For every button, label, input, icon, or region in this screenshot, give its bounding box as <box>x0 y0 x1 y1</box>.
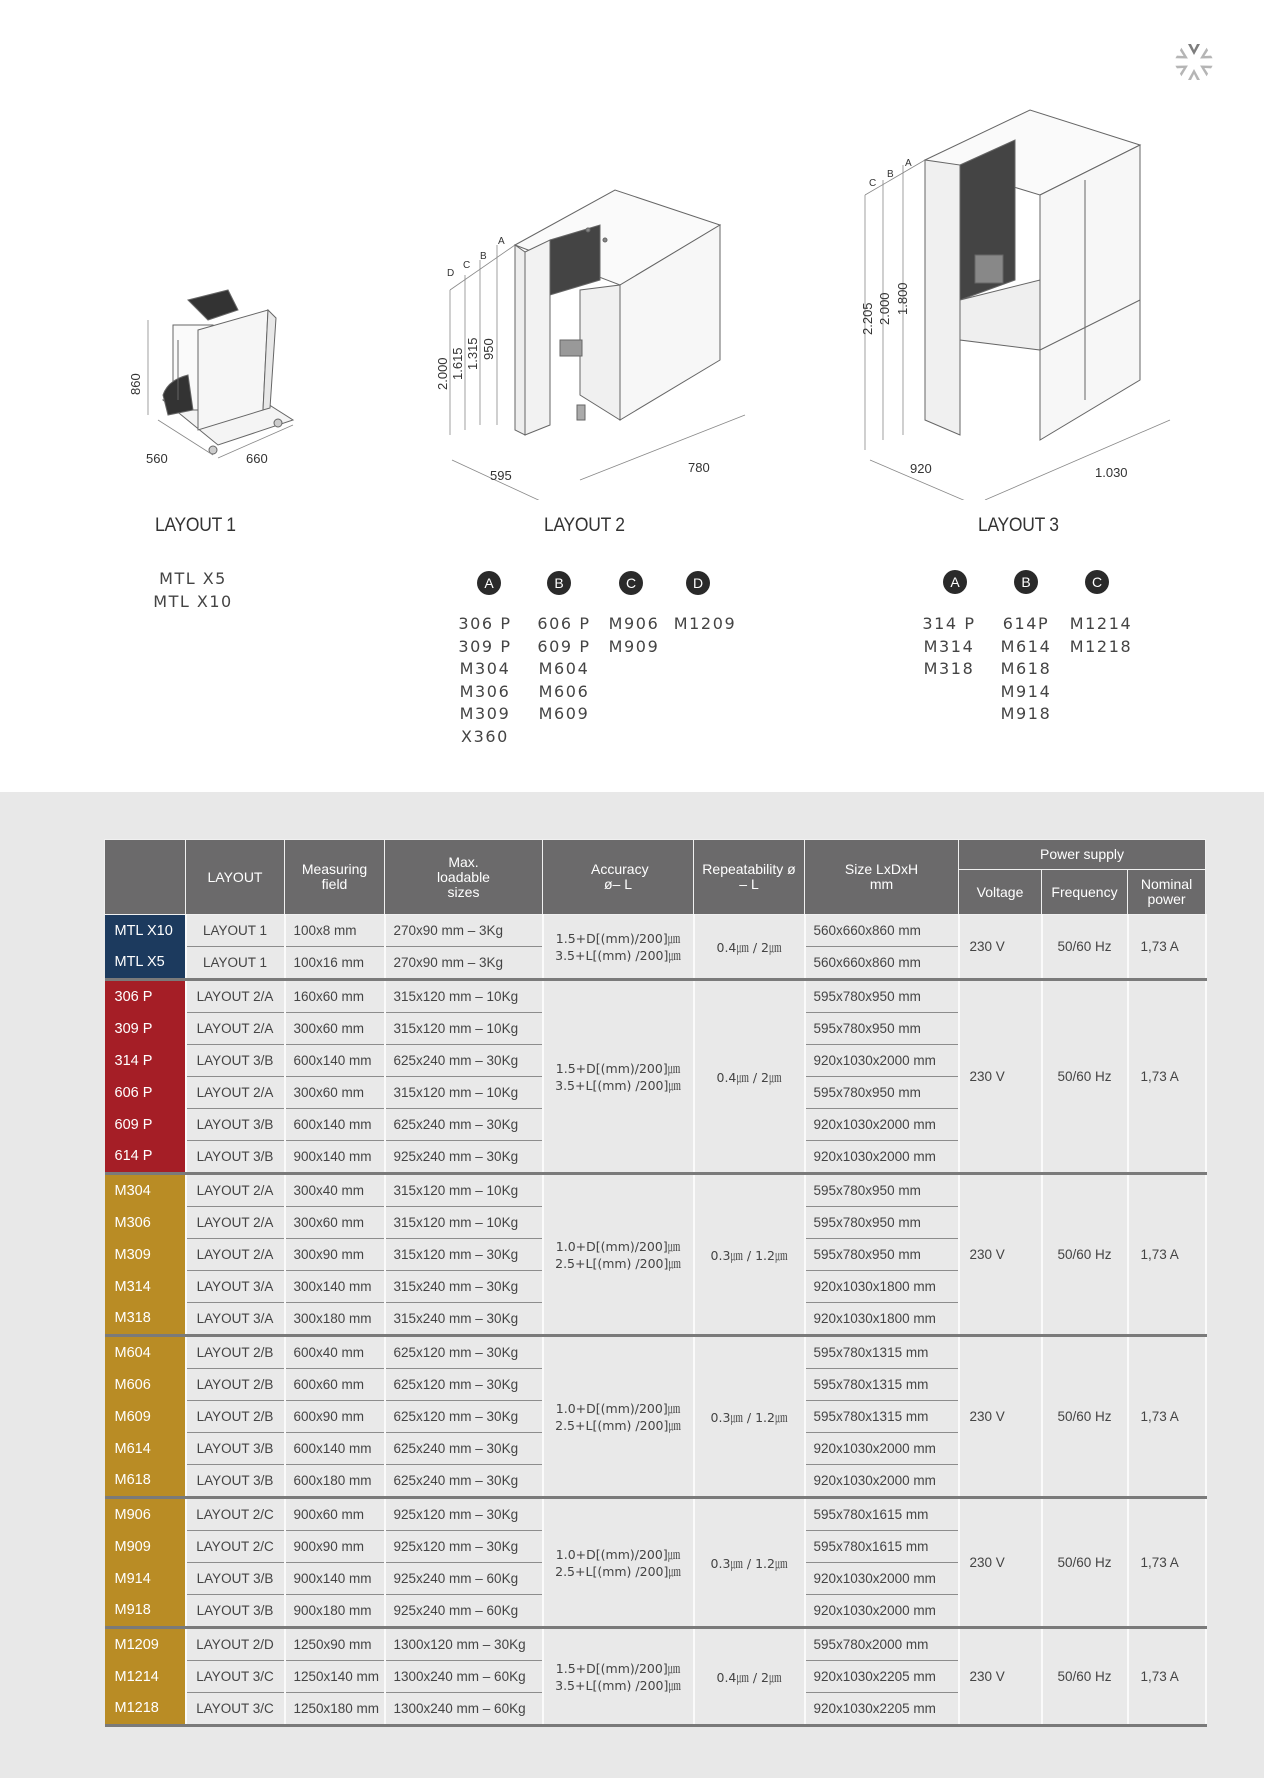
nominal-power-cell: 1,73 A <box>1128 980 1206 1174</box>
layout-1-machine-drawing <box>118 280 308 480</box>
max-load-cell: 925x120 mm – 30Kg <box>385 1498 543 1531</box>
max-load-cell: 1300x120 mm – 30Kg <box>385 1628 543 1661</box>
model-label: M906 <box>608 614 660 633</box>
size-cell: 560x660x860 mm <box>805 947 959 980</box>
layout-cell: LAYOUT 2/A <box>186 1239 285 1271</box>
max-load-cell: 315x120 mm – 10Kg <box>385 1077 543 1109</box>
frequency-cell: 50/60 Hz <box>1042 1336 1128 1498</box>
size-cell: 920x1030x2000 mm <box>805 1433 959 1465</box>
max-load-cell: 315x120 mm – 10Kg <box>385 1174 543 1207</box>
model-label: M318 <box>923 659 975 678</box>
frequency-cell: 50/60 Hz <box>1042 1498 1128 1628</box>
layout-cell: LAYOUT 3/B <box>186 1465 285 1498</box>
measuring-field-cell: 100x16 mm <box>285 947 385 980</box>
nominal-power-cell: 1,73 A <box>1128 1336 1206 1498</box>
measuring-field-cell: 300x140 mm <box>285 1271 385 1303</box>
accuracy-line: 1.0+D[(mm)/200]㎛ <box>555 1546 681 1562</box>
repeatability-cell: 0.3㎛ / 1.2㎛ <box>694 1174 805 1336</box>
layout-cell: LAYOUT 2/C <box>186 1498 285 1531</box>
layout-3-letter-a: A <box>905 158 912 169</box>
layout-3-letter-c: C <box>869 178 877 189</box>
measuring-field-cell: 160x60 mm <box>285 980 385 1013</box>
layout-3-height-dim-1: 2.205 <box>860 302 875 335</box>
layout-3-height-dim-2: 2.000 <box>877 292 892 325</box>
size-cell: 920x1030x2000 mm <box>805 1595 959 1628</box>
model-cell: MTL X10 <box>105 915 186 947</box>
measuring-field-cell: 1250x180 mm <box>285 1693 385 1726</box>
layout-2-height-dim-4: 950 <box>481 338 496 360</box>
accuracy-line: 2.5+L[(mm) /200]㎛ <box>555 1563 681 1579</box>
max-load-cell: 270x90 mm – 3Kg <box>385 947 543 980</box>
layout-cell: LAYOUT 2/D <box>186 1628 285 1661</box>
table-row <box>105 915 1206 947</box>
model-cell: M1209 <box>105 1628 186 1661</box>
max-load-cell: 1300x240 mm – 60Kg <box>385 1693 543 1726</box>
measuring-field-cell: 600x40 mm <box>285 1336 385 1369</box>
frequency-cell: 50/60 Hz <box>1042 915 1128 980</box>
accuracy-line: 3.5+L[(mm) /200]㎛ <box>555 1077 681 1093</box>
repeatability-cell: 0.4㎛ / 2㎛ <box>694 1628 805 1726</box>
measuring-field-cell: 300x60 mm <box>285 1207 385 1239</box>
model-cell: M614 <box>105 1433 186 1465</box>
model-cell: MTL X5 <box>105 947 186 980</box>
max-load-cell: 925x120 mm – 30Kg <box>385 1531 543 1563</box>
badge-b-icon: B <box>1014 570 1038 594</box>
accuracy-cell <box>543 1628 694 1726</box>
model-label: 306 P <box>458 614 512 633</box>
header-repeatability: Repeatability ø – L <box>694 840 805 915</box>
nominal-power-cell: 1,73 A <box>1128 1174 1206 1336</box>
max-load-cell: 315x240 mm – 30Kg <box>385 1303 543 1336</box>
layout-2-height-dim-2: 1.615 <box>450 347 465 380</box>
max-load-cell: 625x240 mm – 30Kg <box>385 1465 543 1498</box>
frequency-cell: 50/60 Hz <box>1042 1628 1128 1726</box>
measuring-field-cell: 300x60 mm <box>285 1013 385 1045</box>
layout-3-column-a <box>914 613 984 681</box>
model-cell: 614 P <box>105 1141 186 1174</box>
size-cell: 595x780x1315 mm <box>805 1401 959 1433</box>
layout-cell: LAYOUT 3/C <box>186 1661 285 1693</box>
accuracy-line: 1.5+D[(mm)/200]㎛ <box>555 1660 681 1676</box>
model-cell: M304 <box>105 1174 186 1207</box>
layout-2-depth-dim: 780 <box>688 460 710 475</box>
layout-2-column-d <box>667 613 743 636</box>
max-load-cell: 315x240 mm – 30Kg <box>385 1271 543 1303</box>
repeatability-cell: 0.4㎛ / 2㎛ <box>694 915 805 980</box>
max-load-cell: 925x240 mm – 60Kg <box>385 1595 543 1628</box>
layout-cell: LAYOUT 2/C <box>186 1531 285 1563</box>
model-cell: M609 <box>105 1401 186 1433</box>
layout-3-machine-drawing <box>855 100 1185 500</box>
size-cell: 920x1030x2000 mm <box>805 1141 959 1174</box>
accuracy-cell <box>543 1174 694 1336</box>
model-label: M1209 <box>673 614 737 633</box>
layout-cell: LAYOUT 3/C <box>186 1693 285 1726</box>
badge-a-icon: A <box>943 570 967 594</box>
model-cell: M906 <box>105 1498 186 1531</box>
max-load-cell: 315x120 mm – 10Kg <box>385 1013 543 1045</box>
model-label: 614P <box>1002 614 1050 633</box>
frequency-cell: 50/60 Hz <box>1042 1174 1128 1336</box>
layout-2-column-c <box>599 613 669 658</box>
measuring-field-cell: 300x180 mm <box>285 1303 385 1336</box>
layout-cell: LAYOUT 3/B <box>186 1109 285 1141</box>
layout-cell: LAYOUT 2/A <box>186 1207 285 1239</box>
model-cell: M606 <box>105 1369 186 1401</box>
voltage-cell: 230 V <box>959 1628 1042 1726</box>
accuracy-line: 1.0+D[(mm)/200]㎛ <box>555 1238 681 1254</box>
voltage-cell: 230 V <box>959 1498 1042 1628</box>
frequency-cell: 50/60 Hz <box>1042 980 1128 1174</box>
model-label: X360 <box>461 726 509 746</box>
max-load-cell: 270x90 mm – 3Kg <box>385 915 543 947</box>
model-label: M618 <box>1000 659 1052 678</box>
badge-b-icon: B <box>547 571 571 595</box>
layout-2-letter-a: A <box>498 236 505 247</box>
model-label: 609 P <box>537 636 591 656</box>
layout-cell: LAYOUT 3/A <box>186 1303 285 1336</box>
model-label: M1214 <box>1069 614 1133 633</box>
size-cell: 595x780x1615 mm <box>805 1531 959 1563</box>
model-label: M304 <box>459 659 511 678</box>
model-cell: 609 P <box>105 1109 186 1141</box>
layout-cell: LAYOUT 3/B <box>186 1433 285 1465</box>
layout-2-height-dim-1: 2.000 <box>435 357 450 390</box>
badge-d-icon: D <box>686 571 710 595</box>
model-cell: M318 <box>105 1303 186 1336</box>
layout-cell: LAYOUT 3/A <box>186 1271 285 1303</box>
max-load-cell: 625x120 mm – 30Kg <box>385 1336 543 1369</box>
accuracy-line: 2.5+L[(mm) /200]㎛ <box>555 1417 681 1433</box>
model-cell: M314 <box>105 1271 186 1303</box>
model-label: 314 P <box>922 614 976 633</box>
layout-cell: LAYOUT 2/B <box>186 1336 285 1369</box>
model-cell: M914 <box>105 1563 186 1595</box>
header-nominal-power: Nominal power <box>1128 870 1206 915</box>
header-accuracy: Accuracy ø– L <box>543 840 694 915</box>
measuring-field-cell: 600x60 mm <box>285 1369 385 1401</box>
table-row <box>105 1174 1206 1207</box>
layout-2-column-b <box>529 613 599 726</box>
model-cell: M1218 <box>105 1693 186 1726</box>
measuring-field-cell: 1250x140 mm <box>285 1661 385 1693</box>
measuring-field-cell: 300x60 mm <box>285 1077 385 1109</box>
badge-c-icon: C <box>619 571 643 595</box>
measuring-field-cell: 600x140 mm <box>285 1045 385 1077</box>
size-cell: 595x780x2000 mm <box>805 1628 959 1661</box>
badge-c-icon: C <box>1085 570 1109 594</box>
nominal-power-cell: 1,73 A <box>1128 915 1206 980</box>
header-power-supply: Power supply <box>959 840 1206 870</box>
table-row <box>105 1628 1206 1661</box>
max-load-cell: 315x120 mm – 10Kg <box>385 980 543 1013</box>
accuracy-line: 1.5+D[(mm)/200]㎛ <box>555 930 681 946</box>
repeatability-cell: 0.4㎛ / 2㎛ <box>694 980 805 1174</box>
layout-3-height-dim-3: 1.800 <box>895 282 910 315</box>
model-cell: M909 <box>105 1531 186 1563</box>
measuring-field-cell: 900x140 mm <box>285 1141 385 1174</box>
measuring-field-cell: 600x140 mm <box>285 1433 385 1465</box>
max-load-cell: 315x120 mm – 30Kg <box>385 1239 543 1271</box>
table-row <box>105 980 1206 1013</box>
layout-cell: LAYOUT 2/A <box>186 980 285 1013</box>
layout-1-depth-dim: 660 <box>246 451 268 466</box>
header-measuring-field: Measuring field <box>285 840 385 915</box>
measuring-field-cell: 600x90 mm <box>285 1401 385 1433</box>
size-cell: 920x1030x2000 mm <box>805 1109 959 1141</box>
layout-3-title: LAYOUT 3 <box>978 515 1059 536</box>
model-label: M918 <box>1000 704 1052 723</box>
size-cell: 595x780x950 mm <box>805 980 959 1013</box>
layout-2-letter-b: B <box>480 251 487 262</box>
max-load-cell: 925x240 mm – 60Kg <box>385 1563 543 1595</box>
model-label: 606 P <box>537 614 591 633</box>
model-cell: 314 P <box>105 1045 186 1077</box>
size-cell: 920x1030x1800 mm <box>805 1271 959 1303</box>
layout-3-width-dim: 920 <box>910 461 932 476</box>
model-cell: 309 P <box>105 1013 186 1045</box>
model-label: M1218 <box>1069 636 1133 656</box>
size-cell: 595x780x950 mm <box>805 1013 959 1045</box>
size-cell: 920x1030x1800 mm <box>805 1303 959 1336</box>
layout-2-machine-drawing <box>430 180 760 500</box>
measuring-field-cell: 900x90 mm <box>285 1531 385 1563</box>
size-cell: 595x780x1315 mm <box>805 1369 959 1401</box>
size-cell: 560x660x860 mm <box>805 915 959 947</box>
accuracy-line: 3.5+L[(mm) /200]㎛ <box>555 947 681 963</box>
size-cell: 595x780x950 mm <box>805 1174 959 1207</box>
model-label: M614 <box>1000 636 1052 656</box>
size-cell: 595x780x1615 mm <box>805 1498 959 1531</box>
measuring-field-cell: 300x40 mm <box>285 1174 385 1207</box>
model-label: M909 <box>608 636 660 656</box>
layout-3-column-b <box>991 613 1061 726</box>
layout-2-height-dim-3: 1.315 <box>465 337 480 370</box>
max-load-cell: 625x240 mm – 30Kg <box>385 1109 543 1141</box>
voltage-cell: 230 V <box>959 915 1042 980</box>
model-cell: M604 <box>105 1336 186 1369</box>
layout-1-height-dim: 860 <box>128 373 143 395</box>
size-cell: 920x1030x2000 mm <box>805 1563 959 1595</box>
model-cell: 306 P <box>105 980 186 1013</box>
size-cell: 920x1030x2000 mm <box>805 1045 959 1077</box>
layout-2-letter-d: D <box>447 268 455 279</box>
measuring-field-cell: 600x140 mm <box>285 1109 385 1141</box>
table-row <box>105 1498 1206 1531</box>
layout-cell: LAYOUT 2/B <box>186 1369 285 1401</box>
max-load-cell: 925x240 mm – 30Kg <box>385 1141 543 1174</box>
layout-2-column-a <box>450 613 520 748</box>
nominal-power-cell: 1,73 A <box>1128 1628 1206 1726</box>
measuring-field-cell: 100x8 mm <box>285 915 385 947</box>
model-label: M606 <box>538 681 590 701</box>
layout-3-column-c <box>1061 613 1141 658</box>
model-cell: M309 <box>105 1239 186 1271</box>
header-layout: LAYOUT <box>186 840 285 915</box>
size-cell: 595x780x950 mm <box>805 1239 959 1271</box>
layout-cell: LAYOUT 1 <box>186 947 285 980</box>
accuracy-line: 1.5+D[(mm)/200]㎛ <box>555 1060 681 1076</box>
layout-cell: LAYOUT 2/A <box>186 1174 285 1207</box>
size-cell: 920x1030x2000 mm <box>805 1465 959 1498</box>
model-label: M314 <box>923 636 975 656</box>
max-load-cell: 315x120 mm – 10Kg <box>385 1207 543 1239</box>
size-cell: 920x1030x2205 mm <box>805 1693 959 1726</box>
model-label: 309 P <box>458 636 512 656</box>
voltage-cell: 230 V <box>959 980 1042 1174</box>
layout-2-letter-c: C <box>463 260 471 271</box>
measuring-field-cell: 600x180 mm <box>285 1465 385 1498</box>
layout-cell: LAYOUT 3/B <box>186 1595 285 1628</box>
layout-3-depth-dim: 1.030 <box>1095 465 1128 480</box>
model-cell: M1214 <box>105 1661 186 1693</box>
model-label: M306 <box>459 681 511 701</box>
model-label: M604 <box>538 659 590 678</box>
measuring-field-cell: 900x180 mm <box>285 1595 385 1628</box>
measuring-field-cell: 900x60 mm <box>285 1498 385 1531</box>
size-cell: 595x780x950 mm <box>805 1207 959 1239</box>
badge-a-icon: A <box>477 571 501 595</box>
model-cell: M918 <box>105 1595 186 1628</box>
layout-2-title: LAYOUT 2 <box>544 515 625 536</box>
voltage-cell: 230 V <box>959 1336 1042 1498</box>
measuring-field-cell: 300x90 mm <box>285 1239 385 1271</box>
model-label: MTL X10 <box>153 591 233 611</box>
model-cell: M306 <box>105 1207 186 1239</box>
model-label: MTL X5 <box>159 569 227 588</box>
model-cell: 606 P <box>105 1077 186 1109</box>
layout-3-letter-b: B <box>887 169 894 180</box>
repeatability-cell: 0.3㎛ / 1.2㎛ <box>694 1498 805 1628</box>
accuracy-cell <box>543 1336 694 1498</box>
layout-2-width-dim: 595 <box>490 468 512 483</box>
accuracy-cell <box>543 980 694 1174</box>
repeatability-cell: 0.3㎛ / 1.2㎛ <box>694 1336 805 1498</box>
nominal-power-cell: 1,73 A <box>1128 1498 1206 1628</box>
model-label: M309 <box>459 704 511 723</box>
header-frequency: Frequency <box>1042 870 1128 915</box>
layout-cell: LAYOUT 3/B <box>186 1563 285 1595</box>
layout-cell: LAYOUT 1 <box>186 915 285 947</box>
accuracy-cell <box>543 1498 694 1628</box>
layout-cell: LAYOUT 2/A <box>186 1077 285 1109</box>
measuring-field-cell: 900x140 mm <box>285 1563 385 1595</box>
accuracy-cell <box>543 915 694 980</box>
spec-table <box>104 839 1207 1727</box>
model-label: M609 <box>538 704 590 723</box>
size-cell: 595x780x950 mm <box>805 1077 959 1109</box>
header-size: Size LxDxH mm <box>805 840 959 915</box>
accuracy-line: 1.0+D[(mm)/200]㎛ <box>555 1400 681 1416</box>
spec-table-body <box>105 915 1206 1726</box>
accuracy-line: 2.5+L[(mm) /200]㎛ <box>555 1255 681 1271</box>
size-cell: 595x780x1315 mm <box>805 1336 959 1369</box>
layout-cell: LAYOUT 2/A <box>186 1013 285 1045</box>
layout-1-title: LAYOUT 1 <box>155 515 236 536</box>
layout-cell: LAYOUT 2/B <box>186 1401 285 1433</box>
max-load-cell: 625x120 mm – 30Kg <box>385 1369 543 1401</box>
header-model <box>105 840 186 915</box>
asterisk-logo-icon <box>1172 40 1216 84</box>
accuracy-line: 3.5+L[(mm) /200]㎛ <box>555 1677 681 1693</box>
layout-1-width-dim: 560 <box>146 451 168 466</box>
model-cell: M618 <box>105 1465 186 1498</box>
max-load-cell: 625x120 mm – 30Kg <box>385 1401 543 1433</box>
max-load-cell: 625x240 mm – 30Kg <box>385 1433 543 1465</box>
max-load-cell: 1300x240 mm – 60Kg <box>385 1661 543 1693</box>
size-cell: 920x1030x2205 mm <box>805 1661 959 1693</box>
header-max-loadable: Max. loadable sizes <box>385 840 543 915</box>
table-row <box>105 1336 1206 1369</box>
model-label: M914 <box>1000 681 1052 701</box>
voltage-cell: 230 V <box>959 1174 1042 1336</box>
layout-cell: LAYOUT 3/B <box>186 1141 285 1174</box>
layout-cell: LAYOUT 3/B <box>186 1045 285 1077</box>
measuring-field-cell: 1250x90 mm <box>285 1628 385 1661</box>
header-voltage: Voltage <box>959 870 1042 915</box>
max-load-cell: 625x240 mm – 30Kg <box>385 1045 543 1077</box>
layout-1-models <box>148 568 238 613</box>
